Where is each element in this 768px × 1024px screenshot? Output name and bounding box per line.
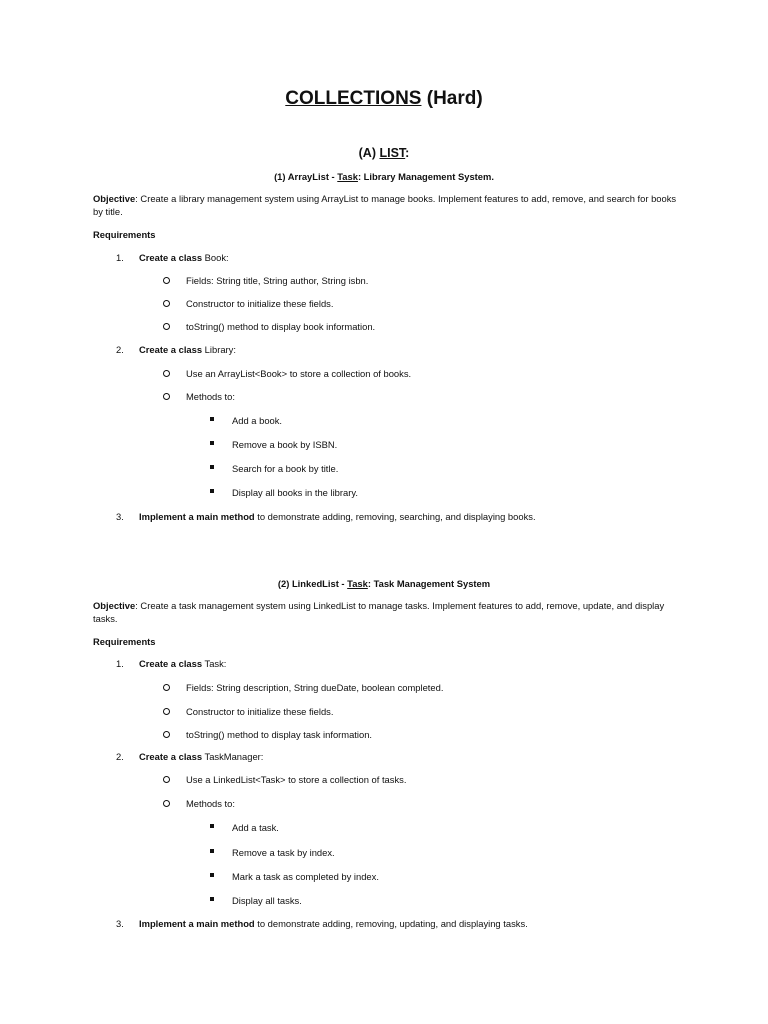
square-bullet-icon bbox=[210, 465, 214, 469]
task2-requirements-label: Requirements bbox=[93, 636, 156, 647]
task1-objective-label: Objective bbox=[93, 193, 136, 204]
item-bold: Create a class bbox=[139, 751, 203, 762]
section-label: LIST bbox=[379, 146, 406, 160]
section-heading bbox=[0, 146, 768, 160]
point-text: Constructor to initialize these fields. bbox=[186, 706, 334, 717]
square-bullet-icon bbox=[210, 824, 214, 828]
method-text: Add a book. bbox=[232, 415, 283, 426]
section-prefix: (A) bbox=[358, 146, 380, 160]
item-bold: Create a class bbox=[139, 344, 203, 355]
item-text bbox=[139, 344, 236, 355]
task1-objective-text: : Create a library management system using ArrayList to manage books. Implement features to add, remove, and search for books by title. bbox=[93, 193, 677, 217]
item-number: 1. bbox=[116, 252, 124, 263]
square-bullet-icon bbox=[210, 489, 214, 493]
item-text bbox=[139, 751, 263, 762]
title-suffix: (Hard) bbox=[421, 88, 483, 109]
item-bold: Create a class bbox=[139, 252, 203, 263]
point-text: Use a LinkedList<Task> to store a collection of tasks. bbox=[186, 774, 407, 785]
item-number: 2. bbox=[116, 344, 124, 355]
task2-objective-text: : Create a task management system using LinkedList to manage tasks. Implement features to add, remove, update, and display tasks. bbox=[93, 600, 665, 624]
item-rest: TaskManager: bbox=[202, 751, 264, 762]
method-text: Display all tasks. bbox=[232, 895, 302, 906]
circle-bullet-icon bbox=[163, 776, 170, 783]
item-text bbox=[139, 658, 226, 669]
item-rest: to demonstrate adding, removing, updating, and displaying tasks. bbox=[254, 918, 528, 929]
point-text: Fields: String description, String dueDate, boolean completed. bbox=[186, 682, 444, 693]
task2-heading-task-word: Task bbox=[347, 578, 368, 589]
document-title bbox=[0, 88, 768, 110]
method-text: Mark a task as completed by index. bbox=[232, 871, 379, 882]
circle-bullet-icon bbox=[163, 300, 170, 307]
task1-heading-prefix: (1) ArrayList - bbox=[274, 171, 338, 182]
square-bullet-icon bbox=[210, 849, 214, 853]
circle-bullet-icon bbox=[163, 370, 170, 377]
item-rest: to demonstrate adding, removing, searching, and displaying books. bbox=[254, 511, 536, 522]
item-rest: Library: bbox=[202, 344, 236, 355]
task1-heading-task-word: Task bbox=[337, 171, 358, 182]
item-number: 2. bbox=[116, 751, 124, 762]
item-bold: Implement a main method bbox=[139, 511, 255, 522]
item-text bbox=[139, 918, 528, 929]
task2-heading bbox=[0, 578, 768, 589]
item-bold: Create a class bbox=[139, 658, 203, 669]
point-text: Constructor to initialize these fields. bbox=[186, 298, 334, 309]
circle-bullet-icon bbox=[163, 323, 170, 330]
item-rest: Book: bbox=[202, 252, 229, 263]
circle-bullet-icon bbox=[163, 731, 170, 738]
method-text: Add a task. bbox=[232, 822, 279, 833]
circle-bullet-icon bbox=[163, 708, 170, 715]
task2-heading-prefix: (2) LinkedList - bbox=[277, 578, 348, 589]
item-number: 3. bbox=[116, 918, 124, 929]
method-text: Remove a book by ISBN. bbox=[232, 439, 338, 450]
item-bold: Implement a main method bbox=[139, 918, 255, 929]
task2-objective-label: Objective bbox=[93, 600, 136, 611]
circle-bullet-icon bbox=[163, 684, 170, 691]
point-text: toString() method to display task information. bbox=[186, 729, 373, 740]
task2-heading-rest: : Task Management System bbox=[367, 578, 491, 589]
title-main: COLLECTIONS bbox=[285, 88, 422, 109]
point-text: toString() method to display book information. bbox=[186, 321, 376, 332]
item-rest: Task: bbox=[202, 658, 227, 669]
method-text: Search for a book by title. bbox=[232, 463, 339, 474]
point-text: Methods to: bbox=[186, 798, 235, 809]
task1-heading bbox=[0, 171, 768, 182]
task2-objective bbox=[93, 600, 679, 625]
point-text: Fields: String title, String author, String isbn. bbox=[186, 275, 369, 286]
task1-objective bbox=[93, 193, 679, 218]
square-bullet-icon bbox=[210, 441, 214, 445]
item-number: 1. bbox=[116, 658, 124, 669]
square-bullet-icon bbox=[210, 873, 214, 877]
item-text bbox=[139, 252, 229, 263]
square-bullet-icon bbox=[210, 417, 214, 421]
circle-bullet-icon bbox=[163, 277, 170, 284]
item-number: 3. bbox=[116, 511, 124, 522]
square-bullet-icon bbox=[210, 897, 214, 901]
task1-requirements-label: Requirements bbox=[93, 229, 156, 240]
circle-bullet-icon bbox=[163, 393, 170, 400]
method-text: Display all books in the library. bbox=[232, 487, 358, 498]
item-text bbox=[139, 511, 536, 522]
circle-bullet-icon bbox=[163, 800, 170, 807]
point-text: Methods to: bbox=[186, 391, 235, 402]
section-suffix: : bbox=[405, 146, 410, 160]
method-text: Remove a task by index. bbox=[232, 847, 335, 858]
task1-heading-rest: : Library Management System. bbox=[357, 171, 494, 182]
point-text: Use an ArrayList<Book> to store a collection of books. bbox=[186, 368, 412, 379]
